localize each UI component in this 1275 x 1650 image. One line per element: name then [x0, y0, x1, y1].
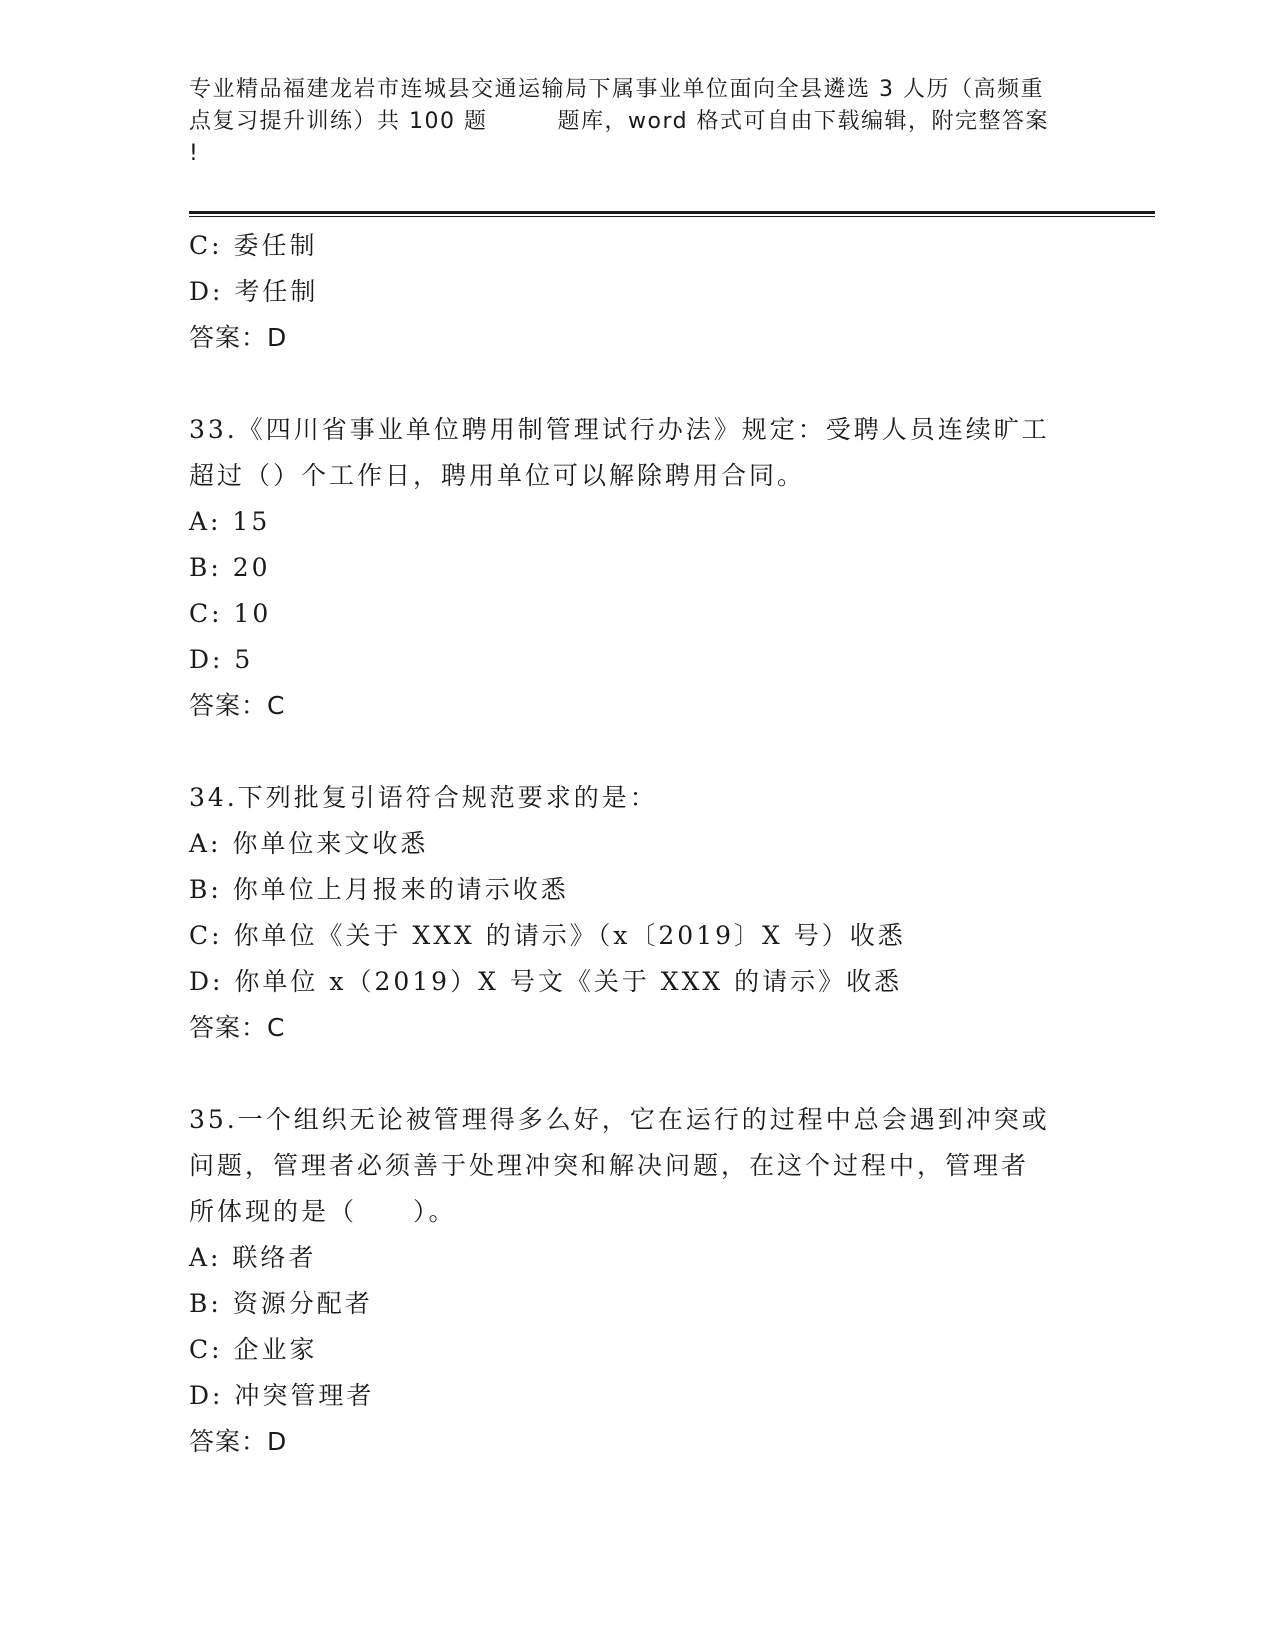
- q33-option-a: A: 15: [189, 507, 271, 536]
- q34-option-a: A: 你单位来文收悉: [189, 829, 429, 858]
- q32-answer: 答案：D: [189, 323, 288, 352]
- q34-option-c: C: 你单位《关于 XXX 的请示》（x〔2019〕X 号）收悉: [189, 921, 906, 950]
- q33-answer: 答案：C: [189, 691, 286, 720]
- q35-stem-line-2: 问题，管理者必须善于处理冲突和解决问题，在这个过程中，管理者: [189, 1151, 1030, 1180]
- q34-option-b: B: 你单位上月报来的请示收悉: [189, 875, 569, 904]
- question-33: [189, 407, 1089, 729]
- header-title-line-2: [189, 106, 1089, 138]
- question-35: [189, 1097, 1089, 1465]
- header-title-line-2a: 点复习提升训练）共 100 题: [189, 109, 488, 134]
- q35-option-c: C: 企业家: [189, 1335, 318, 1364]
- q33-option-d: D: 5: [189, 645, 254, 674]
- q35-stem-line-1: 35.一个组织无论被管理得多么好，它在运行的过程中总会遇到冲突或: [189, 1105, 1050, 1134]
- header-title-line-1: 专业精品福建龙岩市连城县交通运输局下属事业单位面向全县遴选 3 人历（高频重: [189, 77, 1044, 102]
- q32-option-d: D: 考任制: [189, 277, 319, 306]
- q35-option-b: B: 资源分配者: [189, 1289, 373, 1318]
- q33-stem-line-2: 超过（）个工作日，聘用单位可以解除聘用合同。: [189, 461, 806, 490]
- q35-option-d: D: 冲突管理者: [189, 1381, 375, 1410]
- q33-stem-line-1: 33.《四川省事业单位聘用制管理试行办法》规定：受聘人员连续旷工: [189, 415, 1050, 444]
- question-34: [189, 775, 1089, 1051]
- q35-stem-line-3: 所体现的是（ ）。: [189, 1197, 457, 1226]
- q35-answer: 答案：D: [189, 1427, 288, 1456]
- question-content: [189, 223, 1089, 1465]
- q33-option-c: C: 10: [189, 599, 272, 628]
- q34-stem-line-1: 34.下列批复引语符合规范要求的是：: [189, 783, 658, 812]
- header-divider-thick: [189, 211, 1155, 214]
- question-32-tail: [189, 223, 1089, 361]
- q34-option-d: D: 你单位 x（2019）X 号文《关于 XXX 的请示》收悉: [189, 967, 903, 996]
- question-spacer: [189, 361, 1089, 407]
- question-spacer: [189, 1051, 1089, 1097]
- header-title-line-3: !: [189, 141, 200, 166]
- q35-option-a: A: 联络者: [189, 1243, 317, 1272]
- document-header: [189, 74, 1089, 170]
- q32-option-c: C: 委任制: [189, 231, 318, 260]
- header-divider-thin: [189, 216, 1155, 217]
- q33-option-b: B: 20: [189, 553, 271, 582]
- q34-answer: 答案：C: [189, 1013, 286, 1042]
- question-spacer: [189, 729, 1089, 775]
- header-title-line-2b: 题库，word 格式可自由下载编辑，附完整答案: [557, 109, 1050, 134]
